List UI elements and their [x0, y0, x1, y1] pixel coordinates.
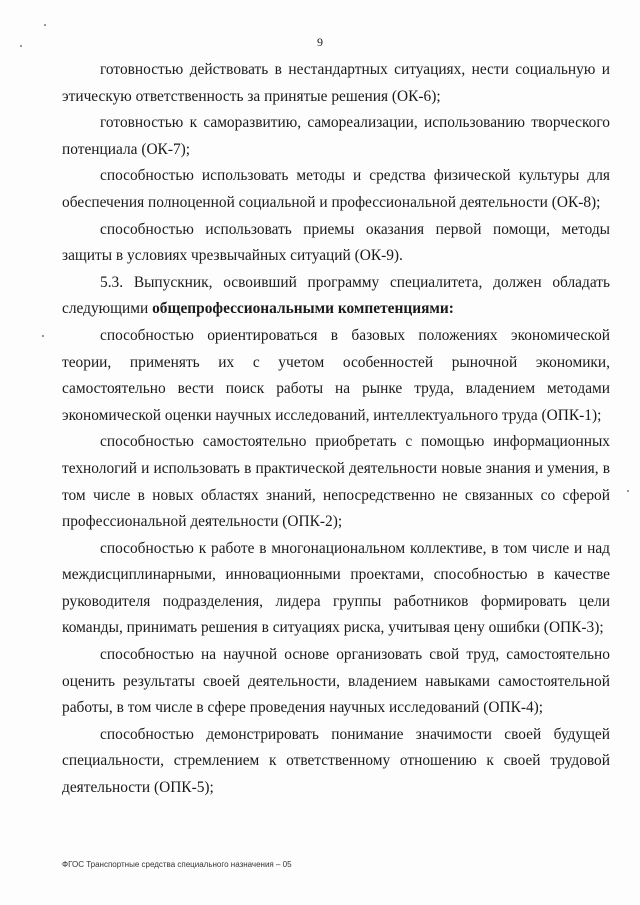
paragraph-opk3: способностью к работе в многонациональном коллективе, в том числе и над междисциплинарными, инновационными проектами, способностью в качестве руководителя подразделения, лидера группы работников формировать цели команды, принимать решения в ситуациях риска, учитывая цену ошибки (ОПК-3); — [62, 539, 610, 637]
paragraph-ok6: готовностью действовать в нестандартных ситуациях, нести социальную и этическую ответственность за принятые решения (ОК-6); — [62, 61, 610, 105]
section-lead-text: 5.3. Выпускник, освоивший программу специалитета, должен обладать следующими — [62, 273, 610, 318]
document-footer: ФГОС Транспортные средства специального назначения – 05 — [62, 860, 292, 869]
paragraph-ok7: готовностью к саморазвитию, самореализации, использованию творческого потенциала (ОК-7); — [62, 114, 610, 158]
paragraph-opk1: способностью ориентироваться в базовых положениях экономической теории, применять их с учетом особенностей рыночной экономики, самостоятельно вести поиск работы на рынке труда, владением методами экономической оценки научных исследований, интеллектуального труда (ОПК-1); — [62, 326, 610, 424]
body-text — [62, 57, 610, 802]
paragraph-opk2: способностью самостоятельно приобретать с помощью информационных технологий и использовать в практической деятельности новые знания и умения, в том числе в новых областях знаний, непосредственно не связанных со сферой профессиональной деятельности (ОПК-2); — [62, 433, 610, 531]
scan-speck — [627, 490, 629, 492]
section-bold-term: общепрофессиональными компетенциями: — [152, 300, 454, 318]
paragraph-ok8: способностью использовать методы и средства физической культуры для обеспечения полноценной социальной и профессиональной деятельности (ОК-8); — [62, 167, 610, 211]
scan-speck — [42, 335, 44, 337]
paragraph-section-5-3 — [62, 270, 610, 323]
paragraph-opk4: способностью на научной основе организовать свой труд, самостоятельно оценить результаты своей деятельности, владением навыками самостоятельной работы, в том числе в сфере проведения научных исследований (ОПК-4); — [62, 646, 610, 717]
paragraph-opk5: способностью демонстрировать понимание значимости своей будущей специальности, стремлением к ответственному отношению к своей трудовой деятельности (ОПК-5); — [62, 725, 610, 797]
page-number: 9 — [317, 35, 323, 49]
paragraph-ok9: способностью использовать приемы оказания первой помощи, методы защиты в условиях чрезвычайных ситуаций (ОК-9). — [62, 220, 610, 265]
scan-speck — [44, 24, 46, 26]
